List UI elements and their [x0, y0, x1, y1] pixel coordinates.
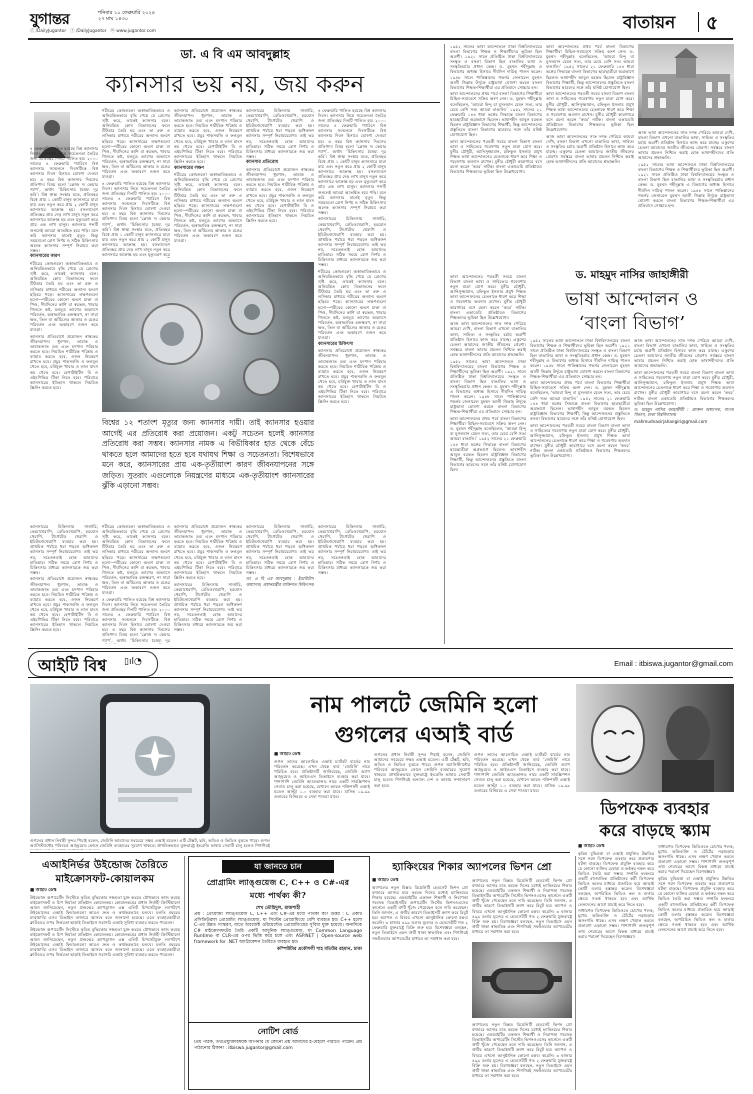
masthead-rule — [28, 38, 733, 40]
article1-para: ক্যানসারের চিকিৎসায় সার্জারি, কেমোথেরাপি, রেডিওথেরাপি, হরমোন থেরাপি, টার্গেটেড থেরাপি ও ইমিউনোথেরাপি ব্যবহার করা হয়। প্রাথমিক পর্যায়ে ধরা পড়লে অধিকাংশ ক্যানসার সম্পূর্ণ নিরাময়যোগ্য। তাই ভয় নয়, সচেতনতাই হোক আমাদের হাতিয়ার। সঠিক সময়ে রোগ নির্ণয় ও চিকিৎসার মাধ্যমে ক্যানসারকে জয় করা সম্ভব। — [318, 216, 386, 268]
visionpro-para: অ্যাপলের নতুন মিক্সড রিয়েলিটি হেডসেট ভিশন প্রো বাজারে আসার মাত্র কয়েক দিনের মধ্যেই হ্যাকিংয়ের শিকার হয়েছে। এমআইটির একজন শিক্ষার্থী ও নিরাপত্তা গবেষক ডিভাইসটির অপারেটিং সিস্টেম ভিশনওএসের কার্নেলে একটি ত্রুটি খুঁজে পেয়েছেন বলে দাবি করেছেন। তিনি জানান, এ ত্রুটির কারণে ডিভাইসটি ক্র্যাশ করে রিবুট হয়। অ্যাপল এ বিষয়ে এখনো আনুষ্ঠানিক কোনো মন্তব্য করেনি। ৩ হাজার ৪৯৯ ডলার মূল্যের এ হেডসেটটি গত ২ ফেব্রুয়ারি যুক্তরাষ্ট্রে বিক্রি শুরু হয়। বিশেষজ্ঞরা বলছেন, নতুন ডিভাইসে এমন ত্রুটি থাকা স্বাভাবিক এবং শিগগিরই সফটওয়্যার আপডেটের মাধ্যমে তা সমাধান করা হবে। — [472, 878, 572, 934]
deepfake-col1 — [578, 844, 654, 1090]
article1-para: ৪ ফেব্রুয়ারি পালিত হয়েছে বিশ্ব ক্যানসার দিবস। ক্যানসার নিয়ে সচেতনতা তৈরির জন্য প্রতিবছর দিনটি পালিত হয়। ২০০০ সালের ৪ ফেব্রুয়ারি প্যারিসে বিশ্ব ক্যানসার সম্মেলনে দিবসটিকে বিশ্ব ক্যানসার দিবস হিসাবে ঘোষণা দেওয়া হয়। এ বছর বিশ্ব ক্যানসার দিবসের প্রতিপাদ্য বিষয় হলো ‘ক্লোজ দ্য কেয়ার গ্যাপ’, অর্থাৎ ‘চিকিৎসায় বৈষম্য দূর করি’। বিশ্ব স্বাস্থ্য সংস্থার মতে, প্রতিবছর বিশ্বে প্রায় ১ কোটি মানুষ ক্যানসারে মারা যায় এবং নতুন করে প্রায় ২ কোটি মানুষ ক্যানসারে আক্রান্ত হয়। বাংলাদেশে প্রতিবছর প্রায় দেড় লাখ মানুষ নতুন করে ক্যানসারে আক্রান্ত হয় এবং মৃত্যুবরণ করে — [102, 180, 170, 258]
university-building-photo — [638, 44, 734, 126]
article2-para: ভাষা আন্দোলনের প্রথম পর্বে বাংলা বিভাগের শিক্ষার্থীরা মিছিল-সমাবেশে সক্রিয় অংশ নেন। ড. মুহম্মদ শহীদুল্লাহ বলেছিলেন, ‘আমরা হিন্দু বা মুসলমান যেমন সত্য, তার চেয়ে বেশি সত্য আমরা বাঙালি।’ ১৯৫২ সালের ২১ ফেব্রুয়ারি ১৪৪ ধারা ভঙ্গের সিদ্ধান্তে বাংলা বিভাগের ছাত্রছাত্রীরা অগ্রভাগে ছিলেন। ভাষাশহীদ আবুল বরকত ছিলেন রাষ্ট্রবিজ্ঞান বিভাগের শিক্ষার্থী, কিন্তু আন্দোলনের প্রস্তুতিতে বাংলা বিভাগের ছাত্রদের সঙ্গে তাঁর ঘনিষ্ঠ যোগাযোগ ছিল। — [546, 44, 634, 90]
gemini-para: গুগলের প্রধান নির্বাহী সুন্দর পিচাই বলেন, জেমিনি আমাদের সবচেয়ে সক্ষম এআই মডেল। এটি টেক্সট, ছবি, অডিও ও ভিডিও বুঝতে পারে। গুগল অ্যাসিস্ট্যান্টের পরিবর্তে অ্যান্ড্রয়েড ফোনে জেমিনি ব্যবহারের সুযোগ থাকবে। প্রাথমিকভাবে যুক্তরাষ্ট্রে ইংরেজি ভাষায় সেবাটি চালু হলেও শিগগিরই অন্যান্য দেশ ও ভাষায় সম্প্রসারণ করা হবে। — [374, 752, 470, 788]
qa-para: প্রশ্ন : প্রোগ্রামিং ল্যাঙ্গুয়েজ C, C++ এবং C#-এর মধ্যে পার্থক্য কী? উত্তর : C একটি প্রসিডিউরাল প্রোগ্রামিং ল্যাঙ্গুয়েজ, যা সিস্টেম প্রোগ্রামিংয়ে বেশি ব্যবহৃত হয়। C++ হলো C-এর উন্নত সংস্করণ, যাতে অবজেক্ট ওরিয়েন্টেড প্রোগ্রামিংয়ের সুবিধা যুক্ত হয়েছে। অন্যদিকে C# মাইক্রোসফটের তৈরি একটি আধুনিক ল্যাঙ্গুয়েজ, যা Common Language Runtime বা CLR-এর ওপর ভিত্তি করে চলে এবং ASP.NET | Open-source web framework for .NET অ্যাপ্লিকেশন তৈরিতে ব্যবহৃত হয়। — [194, 912, 362, 945]
article1-lower-col2 — [102, 524, 170, 644]
qa-asker: শেখ তৌহিদুল, রাজশাহী — [255, 906, 301, 911]
article1-col3 — [174, 108, 242, 258]
deepfake-para: কৃত্রিম বুদ্ধিমত্তা বা এআই প্রযুক্তির উন্নতির সঙ্গে সঙ্গে ডিপফেক ব্যবহার করে প্রতারণার ঘটনা বাড়ছে। ডিপফেক প্রযুক্তি ব্যবহার করে যে কোনো ব্যক্তির চেহারা ও কণ্ঠস্বর নকল করে ভিডিও তৈরি করা সম্ভব। সম্প্রতি হংকংয়ে একটি বহুজাতিক প্রতিষ্ঠানের কর্মী ডিপফেক ভিডিও কলের মাধ্যমে প্রতারিত হয়ে আড়াই কোটি ডলার হস্তান্তর করেন। বিশেষজ্ঞরা বলছেন, অপরিচিত ভিডিও কল ও বার্তার ক্ষেত্রে সতর্ক থাকতে হবে এবং আর্থিক লেনদেনের আগে যাচাই করে নিতে হবে। — [658, 876, 734, 932]
article1-subhead: ক্যানসারের চিকিৎসা — [318, 341, 354, 347]
article1-para: ৪ ফেব্রুয়ারি পালিত হয়েছে বিশ্ব ক্যানসার দিবস। ক্যানসার নিয়ে সচেতনতা তৈরির জন্য প্রতিবছর দিনটি পালিত হয়। ২০০০ সালের ৪ ফেব্রুয়ারি প্যারিসে বিশ্ব ক্যানসার সম্মেলনে দিবসটিকে বিশ্ব ক্যানসার দিবস হিসাবে ঘোষণা দেওয়া হয়। এ বছর বিশ্ব ক্যানসার দিবসের প্রতিপাদ্য বিষয় হলো ‘ক্লোজ দ্য কেয়ার গ্যাপ’, অর্থাৎ ‘চিকিৎসায় বৈষম্য দূর — [102, 596, 170, 643]
facebook-icon: ⓕ — [30, 29, 35, 34]
date-line-1: শনিবার ১০ ফেব্রুয়ারি ২০২৪ — [98, 10, 156, 16]
article1-lower-col5 — [318, 524, 386, 644]
article1-author-note: ডা. এ বি এম আবদুল্লাহ : ইমেরিটাস অধ্যাপক, প্রধানমন্ত্রীর ব্যক্তিগত চিকিৎসক — [246, 576, 314, 587]
article1-subhead: ক্যানসারের কারণ — [30, 254, 60, 260]
social-link-1[interactable]: /DailyJugantor — [35, 29, 67, 34]
wifi-icon: ◔ — [133, 657, 142, 667]
bottom-left-author: ■ আইটি ডেস্ক — [30, 888, 57, 893]
deepfake-author: ■ আইটি ডেস্ক — [578, 844, 605, 849]
gemini-headline-2[interactable]: গুগলের এআই বার্ড — [334, 722, 514, 748]
article2-para: আজ ভাষা আন্দোলনের সাত দশক পেরিয়ে আমরা দেখি, বাংলা বিভাগ এখনো বাঙালির ভাষা, সাহিত্য ও সংস্কৃতির চর্চায় অগ্রণী প্রতিষ্ঠান হিসাবে কাজ করে যাচ্ছে। একুশের চেতনা আমাদের জাতীয় জীবনের প্রেরণা। সর্বস্তরে বাংলা ভাষার প্রচলন নিশ্চিত করাই হোক ভাষাশহীদদের প্রতি আমাদের শ্রদ্ধাঞ্জলি। — [638, 130, 734, 161]
qa-kicker: যা জানতে চান — [254, 862, 302, 871]
gemini-phone-photo — [30, 684, 270, 834]
page-number: ৫ — [706, 12, 719, 34]
article1-col1 — [30, 108, 98, 520]
gemini-caption-col — [30, 838, 270, 850]
deepfake-headline-1[interactable]: ডিপফেক ব্যবহার — [600, 799, 710, 818]
article1-lower-col1 — [30, 524, 98, 644]
article2-para: আজ ভাষা আন্দোলনের সাত দশক পেরিয়ে আমরা দেখি, বাংলা বিভাগ এখনো বাঙালির ভাষা, সাহিত্য ও সংস্কৃতির চর্চায় অগ্রণী প্রতিষ্ঠান হিসাবে কাজ করে যাচ্ছে। একুশের চেতনা আমাদের জাতীয় জীবনের প্রেরণা। সর্বস্তরে বাংলা ভাষার প্রচলন নিশ্চিত করাই হোক ভাষাশহীদদের প্রতি আমাদের শ্রদ্ধাঞ্জলি। — [450, 321, 526, 357]
article1-para: শরীরের কোষগুলো অস্বাভাবিকভাবে ও অনিয়ন্ত্রিতভাবে বৃদ্ধি পেয়ে যে রোগের সৃষ্টি করে, তাকেই ক্যানসার বলে। অনিয়ন্ত্রিত কোষ বিভাজনের ফলে টিউমার তৈরি হয় এবং তা রক্ত ও লসিকার মাধ্যমে শরীরের অন্যান্য অংশে ছড়িয়ে পড়ে। ক্যানসারের লক্ষণগুলো হলো—শরীরের কোনো অংশে চাকা বা পিণ্ড, দীর্ঘদিনের কাশি বা স্বরভঙ্গ, খাবার গিলতে কষ্ট, মলমূত্র ত্যাগের অভ্যাসে পরিবর্তন, অস্বাভাবিক রক্তক্ষরণ, না সারা ক্ষত, তিল বা আঁচিলের আকার ও রঙের পরিবর্তন এবং অকারণে ওজন কমে যাওয়া। — [102, 108, 170, 180]
article2-col1 — [450, 44, 542, 270]
social-link-2[interactable]: /DailyJugantor — [75, 29, 107, 34]
gemini-bottom-rule — [30, 852, 570, 853]
article2-para: ১৯৫২ সালের ভাষা আন্দোলনে ঢাকা বিশ্ববিদ্যালয়ের বাংলা বিভাগের শিক্ষক ও শিক্ষার্থীদের ভূমিকা ছিল অগ্রণী। ১৯২১ সালে প্রতিষ্ঠিত ঢাকা বিশ্ববিদ্যালয়ের সংস্কৃত ও বাংলা বিভাগ ছিল বাঙালির ভাষা ও সংস্কৃতিচর্চার প্রধান কেন্দ্র। ড. মুহম্মদ শহীদুল্লাহ এ বিভাগের অধ্যক্ষ হিসাবে দীর্ঘদিন দায়িত্ব পালন করেন। ১৯৪৮ সালে পাকিস্তানের গভর্নর জেনারেল মুহম্মদ আলী জিন্নাহ উর্দুকে রাষ্ট্রভাষা ঘোষণা করলে বাংলা বিভাগের শিক্ষক-শিক্ষার্থীরা এর প্রতিবাদে সোচ্চার হন। — [638, 162, 734, 208]
bottom-left-para: উইন্ডোজ অপারেটিং সিস্টেমে কৃত্রিম বুদ্ধিমত্তার সক্ষমতা যুক্ত করতে যৌথভাবে কাজ করছে মাইক্রোসফট ও চিপ নির্মাতা প্রতিষ্ঠান কোয়ালকম। কোয়ালকমের প্রধান নির্বাহী ক্রিস্টিয়ানো আমন জানিয়েছেন, নতুন প্রজন্মের স্ন্যাপড্রাগন এক্স এলিট চিপসেটযুক্ত ল্যাপটপে উইন্ডোজের এআই ফিচারগুলো আরও দ্রুত ও কার্যকরভাবে চলবে। চলতি বছরের মাঝামাঝি এসব ডিভাইস বাজারে আসবে বলে জানানো হয়েছে। এতে ব্যবহারকারীরা ক্লাউডের ওপর নির্ভরতা ছাড়াই ডিভাইসে সরাসরি এআই সুবিধা ব্যবহার করতে পারবেন। — [30, 894, 180, 926]
article1-para: ক্যানসারের চিকিৎসায় সার্জারি, কেমোথেরাপি, রেডিওথেরাপি, হরমোন থেরাপি, টার্গেটেড থেরাপি ও ইমিউনোথেরাপি ব্যবহার করা হয়। প্রাথমিক পর্যায়ে ধরা পড়লে অধিকাংশ ক্যানসার সম্পূর্ণ নিরাময়যোগ্য। তাই ভয় নয়, সচেতনতাই হোক আমাদের হাতিয়ার। সঠিক সময়ে রোগ নির্ণয় ও চিকিৎসার মাধ্যমে ক্যানসারকে জয় করা সম্ভব। — [174, 581, 242, 633]
gemini-col1 — [274, 752, 370, 850]
visionpro-headline[interactable]: হ্যাকিংয়ের শিকার অ্যাপলের ভিশন প্রো — [392, 862, 552, 873]
article1-byline: ডা. এ বি এম আবদুল্লাহ — [180, 47, 290, 61]
article1-para: ক্যানসারের চিকিৎসায় সার্জারি, কেমোথেরাপি, রেডিওথেরাপি, হরমোন থেরাপি, টার্গেটেড থেরাপি ও ইমিউনোথেরাপি ব্যবহার করা হয়। প্রাথমিক পর্যায়ে ধরা পড়লে অধিকাংশ ক্যানসার সম্পূর্ণ নিরাময়যোগ্য। তাই ভয় নয়, সচেতনতাই হোক আমাদের হাতিয়ার। সঠিক সময়ে রোগ নির্ণয় ও চিকিৎসার মাধ্যমে ক্যানসারকে জয় করা সম্ভব। — [30, 524, 98, 575]
visionpro-col2b — [472, 1022, 572, 1088]
article2-byline: ড. মাহমুদ নাসির জাহাঙ্গীরী — [575, 269, 689, 281]
article2-para: ভাষা আন্দোলনের প্রথম পর্বে বাংলা বিভাগের শিক্ষার্থীরা মিছিল-সমাবেশে সক্রিয় অংশ নেন। ড. মুহম্মদ শহীদুল্লাহ বলেছিলেন, ‘আমরা হিন্দু বা মুসলমান যেমন সত্য, তার চেয়ে বেশি সত্য আমরা বাঙালি।’ ১৯৫২ সালের ২১ ফেব্রুয়ারি ১৪৪ ধারা ভঙ্গের সিদ্ধান্তে বাংলা বিভাগের ছাত্রছাত্রীরা অগ্রভাগে ছিলেন। ভাষাশহীদ আবুল বরকত ছিলেন রাষ্ট্রবিজ্ঞান বিভাগের শিক্ষার্থী, কিন্তু আন্দোলনের প্রস্তুতিতে বাংলা বিভাগের ছাত্রদের সঙ্গে তাঁর ঘনিষ্ঠ যোগাযোগ ছিল। — [450, 91, 542, 138]
deepfake-headline-2[interactable]: করে বাড়ছে স্ক্যাম — [599, 821, 711, 840]
bottom-left-headline-2[interactable]: মাইক্রোসফট-কোয়ালকম — [55, 874, 155, 885]
notice-body — [194, 1040, 362, 1080]
social-links — [30, 28, 156, 34]
article2-para: ভাষা আন্দোলনের প্রথম পর্বে বাংলা বিভাগের শিক্ষার্থীরা মিছিল-সমাবেশে সক্রিয় অংশ নেন। ড. মুহম্মদ শহীদুল্লাহ বলেছিলেন, ‘আমরা হিন্দু বা মুসলমান যেমন সত্য, তার চেয়ে বেশি সত্য আমরা বাঙালি।’ ১৯৫২ সালের ২১ ফেব্রুয়ারি ১৪৪ ধারা ভঙ্গের সিদ্ধান্তে বাংলা বিভাগের ছাত্রছাত্রীরা অগ্রভাগে ছিলেন। ভাষাশহীদ আবুল বরকত ছিলেন রাষ্ট্রবিজ্ঞান বিভাগের শিক্ষার্থী, কিন্তু আন্দোলনের প্রস্তুতিতে বাংলা বিভাগের ছাত্রদের সঙ্গে তাঁর ঘনিষ্ঠ যোগাযোগ ছিল। — [450, 416, 526, 472]
article2-para: ভাষা আন্দোলনের পরবর্তী সময়ে বাংলা বিভাগ বাংলা ভাষা ও সাহিত্যের গবেষণায় নতুন মাত্রা যোগ করে। মুনীর চৌধুরী, আনিসুজ্জামান, রফিকুল ইসলাম প্রমুখ শিক্ষক ভাষা আন্দোলনের চেতনাকে ধারণ করে শিক্ষা ও গবেষণায় অবদান রাখেন। মুনীর চৌধুরী কারাগারে বসে রচনা করেন ‘কবর’ নাটক। বাংলা একাডেমি প্রতিষ্ঠায়ও বিভাগের শিক্ষকদের ভূমিকা ছিল উল্লেখযোগ্য। — [634, 370, 734, 406]
article2-para: ভাষা আন্দোলনের পরবর্তী সময়ে বাংলা বিভাগ বাংলা ভাষা ও সাহিত্যের গবেষণায় নতুন মাত্রা যোগ করে। মুনীর চৌধুরী, আনিসুজ্জামান, রফিকুল ইসলাম প্রমুখ শিক্ষক ভাষা আন্দোলনের চেতনাকে ধারণ করে শিক্ষা ও গবেষণায় অবদান রাখেন। মুনীর চৌধুরী কারাগারে বসে রচনা করেন ‘কবর’ নাটক। বাংলা একাডেমি প্রতিষ্ঠায়ও বিভাগের শিক্ষকদের ভূমিকা ছিল উল্লেখযোগ্য। — [450, 138, 542, 175]
social-link-3[interactable]: www.jugantor.com — [116, 29, 156, 34]
article2-email[interactable]: mahmudnasirjahangiri@gmail.com — [634, 418, 708, 424]
article2-para: ভাষা আন্দোলনের পরবর্তী সময়ে বাংলা বিভাগ বাংলা ভাষা ও সাহিত্যের গবেষণায় নতুন মাত্রা যোগ করে। মুনীর চৌধুরী, আনিসুজ্জামান, রফিকুল ইসলাম প্রমুখ শিক্ষক ভাষা আন্দোলনের চেতনাকে ধারণ করে শিক্ষা ও গবেষণায় অবদান রাখেন। মুনীর চৌধুরী কারাগারে বসে রচনা করেন ‘কবর’ নাটক। বাংলা একাডেমি প্রতিষ্ঠায়ও বিভাগের শিক্ষকদের ভূমিকা ছিল উল্লেখযোগ্য। — [546, 91, 634, 132]
article1-para: শরীরের কোষগুলো অস্বাভাবিকভাবে ও অনিয়ন্ত্রিতভাবে বৃদ্ধি পেয়ে যে রোগের সৃষ্টি করে, তাকেই ক্যানসার বলে। অনিয়ন্ত্রিত কোষ বিভাজনের ফলে টিউমার তৈরি হয় এবং তা রক্ত ও লসিকার মাধ্যমে শরীরের অন্যান্য অংশে ছড়িয়ে পড়ে। ক্যানসারের লক্ষণগুলো হলো—শরীরের কোনো অংশে চাকা বা পিণ্ড, দীর্ঘদিনের কাশি বা স্বরভঙ্গ, খাবার গিলতে কষ্ট, মলমূত্র ত্যাগের অভ্যাসে পরিবর্তন, অস্বাভাবিক রক্তক্ষরণ, না সারা ক্ষত, তিল বা আঁচিলের আকার ও রঙের পরিবর্তন এবং অকারণে ওজন কমে যাওয়া। — [318, 268, 386, 341]
notice-title: নোটিশ বোর্ড — [257, 1027, 299, 1036]
visionpro-col1 — [372, 878, 468, 1088]
article2-para: আজ ভাষা আন্দোলনের সাত দশক পেরিয়ে আমরা দেখি, বাংলা বিভাগ এখনো বাঙালির ভাষা, সাহিত্য ও সংস্কৃতির চর্চায় অগ্রণী প্রতিষ্ঠান হিসাবে কাজ করে যাচ্ছে। একুশের চেতনা আমাদের জাতীয় জীবনের প্রেরণা। সর্বস্তরে বাংলা ভাষার প্রচলন নিশ্চিত করাই হোক ভাষাশহীদদের প্রতি আমাদের শ্রদ্ধাঞ্জলি। — [634, 338, 734, 369]
article2-col1b — [450, 274, 526, 644]
twitter-icon: ⓣ — [70, 29, 75, 34]
qa-signoff: কম্পিউটার প্রকৌশলী শাহ মতিউর রহমান, ঢাকা — [277, 947, 362, 953]
deepfake-para: সাধারণত ডিপফেক ভিডিওতে চোখের পলক, মুখের অভিব্যক্তি ও ঠোঁটের নড়াচড়ায় অসংগতি থাকে। এসব লক্ষণ খেয়াল করলে প্রতারণা এড়ানো সম্ভব। পাশাপাশি গুরুত্বপূর্ণ তথ্য শেয়ারের আগে বিকল্প মাধ্যমে যাচাই করার পরামর্শ দিয়েছেন বিশেষজ্ঞরা। — [578, 908, 654, 939]
article1-para: ক্যানসার প্রতিরোধে প্রয়োজন স্বাস্থ্যকর জীবনযাপন। ধূমপান, তামাক ও তামাকজাত দ্রব্য এবং মদপান পরিহার করতে হবে। নিয়মিত শারীরিক পরিশ্রম ও ব্যায়াম করতে হবে, ওজন নিয়ন্ত্রণে রাখতে হবে। প্রচুর শাকসবজি ও ফলমূল খেতে হবে, চর্বিযুক্ত খাবার ও লাল মাংস কম খেতে হবে। হেপাটাইটিস বি ও এইচপিভির টিকা নিতে হবে। পরিবারে ক্যানসারের ইতিহাস থাকলে নিয়মিত স্ক্রিনিং করতে হবে। — [318, 348, 386, 405]
column-divider — [444, 44, 445, 644]
mask-face-illustration-icon — [576, 684, 734, 792]
article2-headline-1[interactable]: ভাষা আন্দোলন ও — [565, 289, 699, 310]
article1-para: শরীরের কোষগুলো অস্বাভাবিকভাবে ও অনিয়ন্ত্রিতভাবে বৃদ্ধি পেয়ে যে রোগের সৃষ্টি করে, তাকেই ক্যানসার বলে। অনিয়ন্ত্রিত কোষ বিভাজনের ফলে টিউমার তৈরি হয় এবং তা রক্ত ও লসিকার মাধ্যমে শরীরের অন্যান্য অংশে ছড়িয়ে পড়ে। ক্যানসারের লক্ষণগুলো হলো—শরীরের কোনো অংশে চাকা বা পিণ্ড, দীর্ঘদিনের কাশি বা স্বরভঙ্গ, খাবার গিলতে কষ্ট, মলমূত্র ত্যাগের অভ্যাসে পরিবর্তন, অস্বাভাবিক রক্তক্ষরণ, না সারা ক্ষত, তিল বা আঁচিলের আকার ও রঙের পরিবর্তন এবং অকারণে ওজন কমে যাওয়া। — [174, 172, 242, 244]
notice-rule — [188, 1022, 368, 1023]
article2-para: ১৯৫২ সালের ভাষা আন্দোলনে ঢাকা বিশ্ববিদ্যালয়ের বাংলা বিভাগের শিক্ষক ও শিক্ষার্থীদের ভূমিকা ছিল অগ্রণী। ১৯২১ সালে প্রতিষ্ঠিত ঢাকা বিশ্ববিদ্যালয়ের সংস্কৃত ও বাংলা বিভাগ ছিল বাঙালির ভাষা ও সংস্কৃতিচর্চার প্রধান কেন্দ্র। ড. মুহম্মদ শহীদুল্লাহ এ বিভাগের অধ্যক্ষ হিসাবে দীর্ঘদিন দায়িত্ব পালন করেন। ১৯৪৮ সালে পাকিস্তানের গভর্নর জেনারেল মুহম্মদ আলী জিন্নাহ উর্দুকে রাষ্ট্রভাষা ঘোষণা করলে বাংলা বিভাগের শিক্ষক-শিক্ষার্থীরা এর প্রতিবাদে সোচ্চার হন। — [450, 358, 526, 415]
article2-para: ভাষা আন্দোলনের প্রথম পর্বে বাংলা বিভাগের শিক্ষার্থীরা মিছিল-সমাবেশে সক্রিয় অংশ নেন। ড. মুহম্মদ শহীদুল্লাহ বলেছিলেন, ‘আমরা হিন্দু বা মুসলমান যেমন সত্য, তার চেয়ে বেশি সত্য আমরা বাঙালি।’ ১৯৫২ সালের ২১ ফেব্রুয়ারি ১৪৪ ধারা ভঙ্গের সিদ্ধান্তে বাংলা বিভাগের ছাত্রছাত্রীরা অগ্রভাগে ছিলেন। ভাষাশহীদ আবুল বরকত ছিলেন রাষ্ট্রবিজ্ঞান বিভাগের শিক্ষার্থী, কিন্তু আন্দোলনের প্রস্তুতিতে বাংলা বিভাগের ছাত্রদের সঙ্গে তাঁর ঘনিষ্ঠ যোগাযোগ ছিল। — [530, 380, 630, 421]
deepfake-para: কৃত্রিম বুদ্ধিমত্তা বা এআই প্রযুক্তির উন্নতির সঙ্গে সঙ্গে ডিপফেক ব্যবহার করে প্রতারণার ঘটনা বাড়ছে। ডিপফেক প্রযুক্তি ব্যবহার করে যে কোনো ব্যক্তির চেহারা ও কণ্ঠস্বর নকল করে ভিডিও তৈরি করা সম্ভব। সম্প্রতি হংকংয়ে একটি বহুজাতিক প্রতিষ্ঠানের কর্মী ডিপফেক ভিডিও কলের মাধ্যমে প্রতারিত হয়ে আড়াই কোটি ডলার হস্তান্তর করেন। বিশেষজ্ঞরা বলছেন, অপরিচিত ভিডিও কল ও বার্তার ক্ষেত্রে সতর্ক থাকতে হবে এবং আর্থিক লেনদেনের আগে যাচাই করে নিতে হবে। — [578, 850, 654, 907]
article2-para: ভাষা আন্দোলনের পরবর্তী সময়ে বাংলা বিভাগ বাংলা ভাষা ও সাহিত্যের গবেষণায় নতুন মাত্রা যোগ করে। মুনীর চৌধুরী, আনিসুজ্জামান, রফিকুল ইসলাম প্রমুখ শিক্ষক ভাষা আন্দোলনের চেতনাকে ধারণ করে শিক্ষা ও গবেষণায় অবদান রাখেন। মুনীর চৌধুরী কারাগারে বসে রচনা করেন ‘কবর’ নাটক। বাংলা একাডেমি প্রতিষ্ঠায়ও বিভাগের শিক্ষকদের ভূমিকা ছিল উল্লেখযোগ্য। — [530, 422, 630, 459]
deepfake-para: সাধারণত ডিপফেক ভিডিওতে চোখের পলক, মুখের অভিব্যক্তি ও ঠোঁটের নড়াচড়ায় অসংগতি থাকে। এসব লক্ষণ খেয়াল করলে প্রতারণা এড়ানো সম্ভব। পাশাপাশি গুরুত্বপূর্ণ তথ্য শেয়ারের আগে বিকল্প মাধ্যমে যাচাই করার পরামর্শ দিয়েছেন বিশেষজ্ঞরা। — [658, 844, 734, 875]
masthead-logo[interactable]: যুগান্তর — [30, 10, 70, 28]
article2-para: ১৯৫২ সালের ভাষা আন্দোলনে ঢাকা বিশ্ববিদ্যালয়ের বাংলা বিভাগের শিক্ষক ও শিক্ষার্থীদের ভূমিকা ছিল অগ্রণী। ১৯২১ সালে প্রতিষ্ঠিত ঢাকা বিশ্ববিদ্যালয়ের সংস্কৃত ও বাংলা বিভাগ ছিল বাঙালির ভাষা ও সংস্কৃতিচর্চার প্রধান কেন্দ্র। ড. মুহম্মদ শহীদুল্লাহ এ বিভাগের অধ্যক্ষ হিসাবে দীর্ঘদিন দায়িত্ব পালন করেন। ১৯৪৮ সালে পাকিস্তানের গভর্নর জেনারেল মুহম্মদ আলী জিন্নাহ উর্দুকে রাষ্ট্রভাষা ঘোষণা করলে বাংলা বিভাগের শিক্ষক-শিক্ষার্থীরা এর প্রতিবাদে সোচ্চার হন। — [530, 338, 630, 379]
article1-pull-quote: বিশ্বের ১২ শতাংশ মৃত্যুর জন্য ক্যানসার দায়ী। তাই ক্যানসার হওয়ার আগেই এর প্রতিরোধ করা প্রয়োজন। একটু সচেতন হলেই ক্যানসার প্রতিরোধ করা সম্ভব। ক্যানসার নামক এ বিভীষিকার হাত থেকে বেঁচে থাকতে হলে আমাদের হতে হবে যথাযথ শিক্ষা ও সচেতনতা। বিশেষভাবে মনে করে, ক্যানসারের প্রায় এক-তৃতীয়াংশ কারণ জীবনযাপনের সঙ্গে জড়িত। সুতরাং এগুলোকে নিয়ন্ত্রণের মাধ্যমে এক-তৃতীয়াংশ ক্যানসারের ঝুঁকি এড়ানো সম্ভব। — [102, 418, 314, 490]
masthead-date — [98, 10, 155, 22]
visionpro-photo — [472, 942, 572, 1018]
visionpro-para: অ্যাপলের নতুন মিক্সড রিয়েলিটি হেডসেট ভিশন প্রো বাজারে আসার মাত্র কয়েক দিনের মধ্যেই হ্যাকিংয়ের শিকার হয়েছে। এমআইটির একজন শিক্ষার্থী ও নিরাপত্তা গবেষক ডিভাইসটির অপারেটিং সিস্টেম ভিশনওএসের কার্নেলে একটি ত্রুটি খুঁজে পেয়েছেন বলে দাবি করেছেন। তিনি জানান, এ ত্রুটির কারণে ডিভাইসটি ক্র্যাশ করে রিবুট হয়। অ্যাপল এ বিষয়ে এখনো আনুষ্ঠানিক কোনো মন্তব্য করেনি। ৩ হাজার ৪৯৯ ডলার মূল্যের এ হেডসেটটি গত ২ ফেব্রুয়ারি যুক্তরাষ্ট্রে বিক্রি শুরু হয়। বিশেষজ্ঞরা বলছেন, নতুন ডিভাইসে এমন ত্রুটি থাকা স্বাভাবিক এবং শিগগিরই সফটওয়্যার আপডেটের মাধ্যমে তা সমাধান করা হবে। — [372, 884, 468, 941]
article1-para: ক্যানসার প্রতিরোধে প্রয়োজন স্বাস্থ্যকর জীবনযাপন। ধূমপান, তামাক ও তামাকজাত দ্রব্য এবং মদপান পরিহার করতে হবে। নিয়মিত শারীরিক পরিশ্রম ও ব্যায়াম করতে হবে, ওজন নিয়ন্ত্রণে রাখতে হবে। প্রচুর শাকসবজি ও ফলমূল খেতে হবে, চর্বিযুক্ত খাবার ও লাল মাংস কম খেতে হবে। হেপাটাইটিস বি ও এইচপিভির টিকা নিতে হবে। পরিবারে ক্যানসারের ইতিহাস থাকলে নিয়মিত স্ক্রিনিং করতে হবে। — [30, 333, 98, 390]
column-divider — [184, 856, 185, 1090]
article1-para: ক্যানসারের চিকিৎসায় সার্জারি, কেমোথেরাপি, রেডিওথেরাপি, হরমোন থেরাপি, টার্গেটেড থেরাপি ও ইমিউনোথেরাপি ব্যবহার করা হয়। প্রাথমিক পর্যায়ে ধরা পড়লে অধিকাংশ ক্যানসার সম্পূর্ণ নিরাময়যোগ্য। তাই ভয় নয়, সচেতনতাই হোক আমাদের হাতিয়ার। সঠিক সময়ে রোগ নির্ণয় ও চিকিৎসার মাধ্যমে ক্যানসারকে জয় করা সম্ভব। — [318, 524, 386, 575]
visionpro-col2 — [472, 878, 572, 938]
article1-col2 — [102, 108, 170, 258]
article2-para: আজ ভাষা আন্দোলনের সাত দশক পেরিয়ে আমরা দেখি, বাংলা বিভাগ এখনো বাঙালির ভাষা, সাহিত্য ও সংস্কৃতির চর্চায় অগ্রণী প্রতিষ্ঠান হিসাবে কাজ করে যাচ্ছে। একুশের চেতনা আমাদের জাতীয় জীবনের প্রেরণা। সর্বস্তরে বাংলা ভাষার প্রচলন নিশ্চিত করাই হোক ভাষাশহীদদের প্রতি আমাদের শ্রদ্ধাঞ্জলি। — [546, 133, 634, 165]
section-rule-top — [28, 648, 733, 649]
deepfake-col2 — [658, 844, 734, 1090]
gemini-para: গুগল তাদের আলোচিত এআই চ্যাটবট বার্ডের নাম পরিবর্তন করেছে। এখন থেকে বার্ড ‘জেমিনি’ নামে পরিচিত হবে। প্রতিষ্ঠানটি জানিয়েছে, জেমিনি অ্যাপ অ্যান্ড্রয়েড ও আইওএস ডিভাইসে ব্যবহার করা যাবে। পাশাপাশি জেমিনি অ্যাডভান্সড নামে একটি সাবস্ক্রিপশন সেবাও চালু করা হয়েছে, যেখানে আরও শক্তিশালী এআই মডেল আল্ট্রা ১.০ ব্যবহার করা যাবে। মাসিক ১৯.৯৯ ডলারের বিনিময়ে এ সেবা পাওয়া যাবে। — [274, 758, 370, 800]
phone-icon: ▯ — [124, 657, 129, 667]
notice-para: প্রিয় পাঠক, তথ্যপ্রযুক্তিবিষয়ক আপনার যে কোনো প্রশ্ন আমাদের ই-মেইলে পাঠাতে পারেন। প্রশ্ন পাঠানোর ঠিকানা : itbiswa.jugantor@gmail.com — [194, 1040, 362, 1051]
signal-icon: ıl — [128, 657, 134, 667]
qa-headline-1[interactable]: প্রোগ্রামিং ল্যাঙ্গুয়েজ C, C++ ও C#-এর — [206, 878, 350, 887]
article1-col4 — [246, 108, 314, 258]
article2-headline-2[interactable]: ‘বাংলা বিভাগ’ — [578, 313, 686, 334]
cancer-cells-photo — [102, 262, 314, 412]
deepfake-photo — [576, 684, 734, 792]
article1-para: ক্যানসারের চিকিৎসায় সার্জারি, কেমোথেরাপি, রেডিওথেরাপি, হরমোন থেরাপি, টার্গেটেড থেরাপি ও ইমিউনোথেরাপি ব্যবহার করা হয়। প্রাথমিক পর্যায়ে ধরা পড়লে অধিকাংশ ক্যানসার সম্পূর্ণ নিরাময়যোগ্য। তাই ভয় নয়, সচেতনতাই হোক আমাদের হাতিয়ার। সঠিক সময়ে রোগ নির্ণয় ও চিকিৎসার মাধ্যমে ক্যানসারকে জয় করা সম্ভব। — [246, 524, 314, 575]
article2-author-note: ড. মাহমুদ নাসির জাহাঙ্গীরী : প্রাক্তন অধ্যাপক, বাংলা বিভাগ, ঢাকা বিশ্ববিদ্যালয় — [634, 407, 734, 418]
bottom-left-para: উইন্ডোজ অপারেটিং সিস্টেমে কৃত্রিম বুদ্ধিমত্তার সক্ষমতা যুক্ত করতে যৌথভাবে কাজ করছে মাইক্রোসফট ও চিপ নির্মাতা প্রতিষ্ঠান কোয়ালকম। কোয়ালকমের প্রধান নির্বাহী ক্রিস্টিয়ানো আমন জানিয়েছেন, নতুন প্রজন্মের স্ন্যাপড্রাগন এক্স এলিট চিপসেটযুক্ত ল্যাপটপে উইন্ডোজের এআই ফিচারগুলো আরও দ্রুত ও কার্যকরভাবে চলবে। চলতি বছরের মাঝামাঝি এসব ডিভাইস বাজারে আসবে বলে জানানো হয়েছে। এতে ব্যবহারকারীরা ক্লাউডের ওপর নির্ভরতা ছাড়াই ডিভাইসে সরাসরি এআই সুবিধা ব্যবহার করতে পারবেন। — [30, 926, 180, 958]
smartphone-illustration-icon — [30, 684, 270, 834]
it-section-title: আইটি বিশ্ব — [38, 656, 107, 675]
qa-body — [194, 912, 362, 1016]
article2-col3 — [638, 130, 734, 270]
article1-para: ক্যানসার প্রতিরোধে প্রয়োজন স্বাস্থ্যকর জীবনযাপন। ধূমপান, তামাক ও তামাকজাত দ্রব্য এবং মদপান পরিহার করতে হবে। নিয়মিত শারীরিক পরিশ্রম ও ব্যায়াম করতে হবে, ওজন নিয়ন্ত্রণে রাখতে হবে। প্রচুর শাকসবজি ও ফলমূল খেতে হবে, চর্বিযুক্ত খাবার ও লাল মাংস কম খেতে হবে। হেপাটাইটিস বি ও এইচপিভির টিকা নিতে হবে। পরিবারে ক্যানসারের ইতিহাস থাকলে নিয়মিত স্ক্রিনিং করতে হবে। — [246, 167, 314, 223]
cancer-cell-illustration-icon — [102, 262, 314, 412]
article1-headline[interactable]: ক্যানসার ভয় নয়, জয় করুন — [105, 72, 365, 98]
gemini-col3 — [474, 752, 570, 850]
article1-para: ৪ ফেব্রুয়ারি পালিত হয়েছে বিশ্ব ক্যানসার দিবস। ক্যানসার নিয়ে সচেতনতা তৈরির জন্য প্রতিবছর দিনটি পালিত হয়। ২০০০ সালের ৪ ফেব্রুয়ারি প্যারিসে বিশ্ব ক্যানসার সম্মেলনে দিবসটিকে বিশ্ব ক্যানসার দিবস হিসাবে ঘোষণা দেওয়া হয়। এ বছর বিশ্ব ক্যানসার দিবসের প্রতিপাদ্য বিষয় হলো ‘ক্লোজ দ্য কেয়ার গ্যাপ’, অর্থাৎ ‘চিকিৎসায় বৈষম্য দূর করি’। বিশ্ব স্বাস্থ্য সংস্থার মতে, প্রতিবছর বিশ্বে প্রায় ১ কোটি মানুষ ক্যানসারে মারা যায় এবং নতুন করে প্রায় ২ কোটি মানুষ ক্যানসারে আক্রান্ত হয়। বাংলাদেশে প্রতিবছর প্রায় দেড় লাখ মানুষ নতুন করে ক্যানসারে আক্রান্ত হয় এবং মৃত্যুবরণ করে প্রায় এক লাখ মানুষ। ক্যানসার শব্দটি শুনলেই আমরা আতঙ্কিত হয়ে পড়ি। মনে করি ক্যানসার মানেই মৃত্যু। কিন্তু সময়মতো রোগ নির্ণয় ও সঠিক চিকিৎসায় অনেক ক্যানসার সম্পূর্ণ নিরাময় করা সম্ভব। — [30, 146, 98, 253]
article2-col2 — [546, 44, 634, 270]
visionpro-para: অ্যাপলের নতুন মিক্সড রিয়েলিটি হেডসেট ভিশন প্রো বাজারে আসার মাত্র কয়েক দিনের মধ্যেই হ্যাকিংয়ের শিকার হয়েছে। এমআইটির একজন শিক্ষার্থী ও নিরাপত্তা গবেষক ডিভাইসটির অপারেটিং সিস্টেম ভিশনওএসের কার্নেলে একটি ত্রুটি খুঁজে পেয়েছেন বলে দাবি করেছেন। তিনি জানান, এ ত্রুটির কারণে ডিভাইসটি ক্র্যাশ করে রিবুট হয়। অ্যাপল এ বিষয়ে এখনো আনুষ্ঠানিক কোনো মন্তব্য করেনি। ৩ হাজার ৪৯৯ ডলার মূল্যের এ হেডসেটটি গত ২ ফেব্রুয়ারি যুক্তরাষ্ট্রে বিক্রি শুরু হয়। বিশেষজ্ঞরা বলছেন, নতুন ডিভাইসে এমন ত্রুটি থাকা স্বাভাবিক এবং শিগগিরই সফটওয়্যার আপডেটের মাধ্যমে তা সমাধান করা হবে। — [472, 1022, 572, 1078]
headline-underline — [30, 102, 440, 103]
gemini-author: ■ আইটি ডেস্ক — [274, 752, 301, 757]
it-icons — [124, 657, 142, 667]
column-divider — [575, 856, 576, 1090]
vr-headset-illustration-icon — [472, 942, 572, 1018]
bottom-left-body — [30, 888, 180, 1088]
article1-subhead: ক্যানসারের লক্ষণ — [174, 165, 205, 171]
qa-headline-2[interactable]: মধ্যে পার্থক্য কী? — [249, 890, 307, 900]
visionpro-author: ■ আইটি ডেস্ক — [372, 878, 399, 883]
article1-para: ক্যানসার প্রতিরোধে প্রয়োজন স্বাস্থ্যকর জীবনযাপন। ধূমপান, তামাক ও তামাকজাত দ্রব্য এবং মদপান পরিহার করতে হবে। নিয়মিত শারীরিক পরিশ্রম ও ব্যায়াম করতে হবে, ওজন নিয়ন্ত্রণে রাখতে হবে। প্রচুর শাকসবজি ও ফলমূল খেতে হবে, চর্বিযুক্ত খাবার ও লাল মাংস কম খেতে হবে। হেপাটাইটিস বি ও এইচপিভির টিকা নিতে হবে। পরিবারে ক্যানসারের ইতিহাস থাকলে নিয়মিত স্ক্রিনিং করতে হবে। — [30, 576, 98, 633]
article1-para: ক্যানসারের চিকিৎসায় সার্জারি, কেমোথেরাপি, রেডিওথেরাপি, হরমোন থেরাপি, টার্গেটেড থেরাপি ও ইমিউনোথেরাপি ব্যবহার করা হয়। প্রাথমিক পর্যায়ে ধরা পড়লে অধিকাংশ ক্যানসার সম্পূর্ণ নিরাময়যোগ্য। তাই ভয় নয়, সচেতনতাই হোক আমাদের হাতিয়ার। সঠিক সময়ে রোগ নির্ণয় ও চিকিৎসার মাধ্যমে ক্যানসারকে জয় করা সম্ভব। — [246, 108, 314, 159]
section-title: বাতায়ন — [623, 13, 676, 33]
it-section-email[interactable]: Email : itbiswa.jugantor@gmail.com — [614, 659, 733, 668]
article2-col3b — [634, 338, 734, 644]
article1-lower-col3 — [174, 524, 242, 644]
date-line-2: ২৭ মাঘ ১৪৩০ — [98, 16, 128, 22]
article1-para: ক্যানসার প্রতিরোধে প্রয়োজন স্বাস্থ্যকর জীবনযাপন। ধূমপান, তামাক ও তামাকজাত দ্রব্য এবং মদপান পরিহার করতে হবে। নিয়মিত শারীরিক পরিশ্রম ও ব্যায়াম করতে হবে, ওজন নিয়ন্ত্রণে রাখতে হবে। প্রচুর শাকসবজি ও ফলমূল খেতে হবে, চর্বিযুক্ত খাবার ও লাল মাংস কম খেতে হবে। হেপাটাইটিস বি ও এইচপিভির টিকা নিতে হবে। পরিবারে ক্যানসারের ইতিহাস থাকলে নিয়মিত স্ক্রিনিং করতে হবে। — [174, 524, 242, 580]
article1-para: ৪ ফেব্রুয়ারি পালিত হয়েছে বিশ্ব ক্যানসার দিবস। ক্যানসার নিয়ে সচেতনতা তৈরির জন্য প্রতিবছর দিনটি পালিত হয়। ২০০০ সালের ৪ ফেব্রুয়ারি প্যারিসে বিশ্ব ক্যানসার সম্মেলনে দিবসটিকে বিশ্ব ক্যানসার দিবস হিসাবে ঘোষণা দেওয়া হয়। এ বছর বিশ্ব ক্যানসার দিবসের প্রতিপাদ্য বিষয় হলো ‘ক্লোজ দ্য কেয়ার গ্যাপ’, অর্থাৎ ‘চিকিৎসায় বৈষম্য দূর করি’। বিশ্ব স্বাস্থ্য সংস্থার মতে, প্রতিবছর বিশ্বে প্রায় ১ কোটি মানুষ ক্যানসারে মারা যায় এবং নতুন করে প্রায় ২ কোটি মানুষ ক্যানসারে আক্রান্ত হয়। বাংলাদেশে প্রতিবছর প্রায় দেড় লাখ মানুষ নতুন করে ক্যানসারে আক্রান্ত হয় এবং মৃত্যুবরণ করে প্রায় এক লাখ মানুষ। ক্যানসার শব্দটি শুনলেই আমরা আতঙ্কিত হয়ে পড়ি। মনে করি ক্যানসার মানেই মৃত্যু। কিন্তু সময়মতো রোগ নির্ণয় ও সঠিক চিকিৎসায় অনেক ক্যানসার সম্পূর্ণ নিরাময় করা সম্ভব। — [318, 108, 386, 215]
building-illustration-icon — [638, 44, 734, 126]
section-divider — [698, 12, 699, 32]
article1-para: শরীরের কোষগুলো অস্বাভাবিকভাবে ও অনিয়ন্ত্রিতভাবে বৃদ্ধি পেয়ে যে রোগের সৃষ্টি করে, তাকেই ক্যানসার বলে। অনিয়ন্ত্রিত কোষ বিভাজনের ফলে টিউমার তৈরি হয় এবং তা রক্ত ও লসিকার মাধ্যমে শরীরের অন্যান্য অংশে ছড়িয়ে পড়ে। ক্যানসারের লক্ষণগুলো হলো—শরীরের কোনো অংশে চাকা বা পিণ্ড, দীর্ঘদিনের কাশি বা স্বরভঙ্গ, খাবার গিলতে কষ্ট, মলমূত্র ত্যাগের অভ্যাসে পরিবর্তন, অস্বাভাবিক রক্তক্ষরণ, না সারা ক্ষত, তিল বা আঁচিলের আকার ও রঙের পরিবর্তন এবং অকারণে ওজন কমে যাওয়া। — [102, 524, 170, 596]
gemini-para: গুগল তাদের আলোচিত এআই চ্যাটবট বার্ডের নাম পরিবর্তন করেছে। এখন থেকে বার্ড ‘জেমিনি’ নামে পরিচিত হবে। প্রতিষ্ঠানটি জানিয়েছে, জেমিনি অ্যাপ অ্যান্ড্রয়েড ও আইওএস ডিভাইসে ব্যবহার করা যাবে। পাশাপাশি জেমিনি অ্যাডভান্সড নামে একটি সাবস্ক্রিপশন সেবাও চালু করা হয়েছে, যেখানে আরও শক্তিশালী এআই মডেল আল্ট্রা ১.০ ব্যবহার করা যাবে। মাসিক ১৯.৯৯ ডলারের বিনিময়ে এ সেবা পাওয়া যাবে। — [474, 752, 570, 793]
article2-col2b — [530, 338, 630, 644]
article1-para: শরীরের কোষগুলো অস্বাভাবিকভাবে ও অনিয়ন্ত্রিতভাবে বৃদ্ধি পেয়ে যে রোগের সৃষ্টি করে, তাকেই ক্যানসার বলে। অনিয়ন্ত্রিত কোষ বিভাজনের ফলে টিউমার তৈরি হয় এবং তা রক্ত ও লসিকার মাধ্যমে শরীরের অন্যান্য অংশে ছড়িয়ে পড়ে। ক্যানসারের লক্ষণগুলো হলো—শরীরের কোনো অংশে চাকা বা পিণ্ড, দীর্ঘদিনের কাশি বা স্বরভঙ্গ, খাবার গিলতে কষ্ট, মলমূত্র ত্যাগের অভ্যাসে পরিবর্তন, অস্বাভাবিক রক্তক্ষরণ, না সারা ক্ষত, তিল বা আঁচিলের আকার ও রঙের পরিবর্তন এবং অকারণে ওজন কমে যাওয়া। — [30, 261, 98, 333]
bottom-left-headline-1[interactable]: এআইনির্ভর উইন্ডোজ তৈরিতে — [42, 860, 168, 871]
article2-para: ১৯৫২ সালের ভাষা আন্দোলনে ঢাকা বিশ্ববিদ্যালয়ের বাংলা বিভাগের শিক্ষক ও শিক্ষার্থীদের ভূমিকা ছিল অগ্রণী। ১৯২১ সালে প্রতিষ্ঠিত ঢাকা বিশ্ববিদ্যালয়ের সংস্কৃত ও বাংলা বিভাগ ছিল বাঙালির ভাষা ও সংস্কৃতিচর্চার প্রধান কেন্দ্র। ড. মুহম্মদ শহীদুল্লাহ এ বিভাগের অধ্যক্ষ হিসাবে দীর্ঘদিন দায়িত্ব পালন করেন। ১৯৪৮ সালে পাকিস্তানের গভর্নর জেনারেল মুহম্মদ আলী জিন্নাহ উর্দুকে রাষ্ট্রভাষা ঘোষণা করলে বাংলা বিভাগের শিক্ষক-শিক্ষার্থীরা এর প্রতিবাদে সোচ্চার হন। — [450, 44, 542, 90]
article1-lower-col4 — [246, 524, 314, 644]
article1-col5 — [318, 108, 386, 520]
gemini-col2 — [374, 752, 470, 850]
article1-subhead: ক্যানসার প্রতিরোধ — [246, 160, 279, 166]
it-section-banner — [28, 651, 733, 678]
gemini-para: গুগলের প্রধান নির্বাহী সুন্দর পিচাই বলেন, জেমিনি আমাদের সবচেয়ে সক্ষম এআই মডেল। এটি টেক্সট, ছবি, অডিও ও ভিডিও বুঝতে পারে। গুগল অ্যাসিস্ট্যান্টের পরিবর্তে অ্যান্ড্রয়েড ফোনে জেমিনি ব্যবহারের সুযোগ থাকবে। প্রাথমিকভাবে যুক্তরাষ্ট্রে ইংরেজি ভাষায় সেবাটি চালু হলেও শিগগিরই — [30, 838, 270, 849]
article1-para: ক্যানসার প্রতিরোধে প্রয়োজন স্বাস্থ্যকর জীবনযাপন। ধূমপান, তামাক ও তামাকজাত দ্রব্য এবং মদপান পরিহার করতে হবে। নিয়মিত শারীরিক পরিশ্রম ও ব্যায়াম করতে হবে, ওজন নিয়ন্ত্রণে রাখতে হবে। প্রচুর শাকসবজি ও ফলমূল খেতে হবে, চর্বিযুক্ত খাবার ও লাল মাংস কম খেতে হবে। হেপাটাইটিস বি ও এইচপিভির টিকা নিতে হবে। পরিবারে ক্যানসারের ইতিহাস থাকলে নিয়মিত স্ক্রিনিং করতে হবে। — [174, 108, 242, 164]
globe-icon: ⓦ — [110, 29, 115, 34]
gemini-headline-1[interactable]: নাম পালটে জেমিনি হলো — [310, 692, 538, 718]
article2-para: ভাষা আন্দোলনের পরবর্তী সময়ে বাংলা বিভাগ বাংলা ভাষা ও সাহিত্যের গবেষণায় নতুন মাত্রা যোগ করে। মুনীর চৌধুরী, আনিসুজ্জামান, রফিকুল ইসলাম প্রমুখ শিক্ষক ভাষা আন্দোলনের চেতনাকে ধারণ করে শিক্ষা ও গবেষণায় অবদান রাখেন। মুনীর চৌধুরী কারাগারে বসে রচনা করেন ‘কবর’ নাটক। বাংলা একাডেমি প্রতিষ্ঠায়ও বিভাগের শিক্ষকদের ভূমিকা ছিল উল্লেখযোগ্য। — [450, 274, 526, 320]
